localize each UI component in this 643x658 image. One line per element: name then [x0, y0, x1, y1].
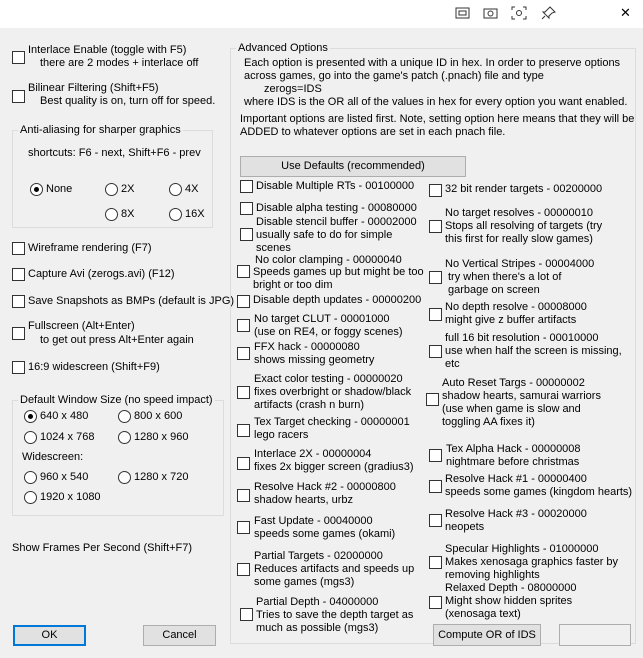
aa-radio-4x[interactable] [169, 183, 182, 196]
capture-checkbox[interactable] [12, 268, 25, 281]
opt-ffx-hack-checkbox[interactable] [237, 347, 250, 360]
opt-no-color-clamping-line2: Speeds games up but might be too [253, 266, 424, 278]
opt-interlace-2x-line1: Interlace 2X - 00000004 [254, 448, 372, 460]
opt-no-target-resolves-checkbox[interactable] [429, 220, 442, 233]
compute-result-field[interactable] [559, 624, 631, 646]
opt-full-16bit-line3: etc [445, 358, 460, 370]
opt-auto-reset-targs-line4: toggling AA fixes it) [442, 416, 535, 428]
opt-no-target-clut-line1: No target CLUT - 00001000 [254, 313, 390, 325]
opt-exact-color-testing-line3: artifacts (crash n burn) [254, 399, 365, 411]
size-label-1920: 1920 x 1080 [40, 491, 101, 503]
aa-label-16x: 16X [185, 208, 205, 220]
opt-auto-reset-targs-line1: Auto Reset Targs - 00000002 [442, 377, 585, 389]
opt-tex-alpha-hack-checkbox[interactable] [429, 449, 442, 462]
opt-ffx-hack-line1: FFX hack - 00000080 [254, 341, 360, 353]
opt-no-color-clamping-line3: bright or too dim [253, 279, 333, 291]
size-radio-800[interactable] [118, 410, 131, 423]
advanced-title: Advanced Options [238, 42, 328, 54]
opt-disable-alpha-testing-checkbox[interactable] [240, 202, 253, 215]
size-radio-960[interactable] [24, 471, 37, 484]
opt-no-vertical-stripes-line3: garbage on screen [448, 284, 540, 296]
opt-disable-stencil-line1: Disable stencil buffer - 00002000 [256, 216, 417, 228]
opt-disable-multiple-rts-label: Disable Multiple RTs - 00100000 [256, 180, 415, 192]
aa-radio-8x[interactable] [105, 208, 118, 221]
opt-interlace-2x-checkbox[interactable] [237, 457, 250, 470]
opt-fast-update-line2: speeds some games (okami) [254, 528, 396, 540]
opt-fast-update-line1: Fast Update - 00040000 [254, 515, 373, 527]
opt-auto-reset-targs-line3: (use when game is slow and [442, 403, 581, 415]
wireframe-checkbox[interactable] [12, 242, 25, 255]
widescreen-sizes-label: Widescreen: [22, 451, 84, 463]
opt-disable-depth-updates-label: Disable depth updates - 00000200 [253, 294, 422, 306]
size-label-960: 960 x 540 [40, 471, 89, 483]
interlace-desc: there are 2 modes + interlace off [40, 57, 199, 69]
aa-label-2x: 2X [121, 183, 135, 195]
opt-exact-color-testing-line2: fixes overbright or shadow/black [254, 386, 412, 398]
opt-fast-update-checkbox[interactable] [237, 521, 250, 534]
size-radio-1920[interactable] [24, 491, 37, 504]
opt-auto-reset-targs-line2: shadow hearts, samurai warriors [442, 390, 601, 402]
opt-32bit-render-label: 32 bit render targets - 00200000 [445, 183, 603, 195]
opt-specular-highlights-checkbox[interactable] [429, 556, 442, 569]
opt-no-color-clamping-checkbox[interactable] [237, 265, 250, 278]
size-label-1024: 1024 x 768 [40, 431, 95, 443]
opt-disable-stencil-line3: scenes [256, 242, 291, 254]
use-defaults-button[interactable]: Use Defaults (recommended) [240, 156, 466, 177]
opt-partial-depth-line2: Tries to save the depth target as [256, 609, 414, 621]
window-size-title: Default Window Size (no speed impact) [20, 394, 213, 406]
opt-partial-targets-line3: some games (mgs3) [254, 576, 355, 588]
widescreen-label: 16:9 widescreen (Shift+F9) [28, 361, 160, 373]
interlace-label: Interlace Enable (toggle with F5) [28, 44, 187, 56]
opt-no-vertical-stripes-checkbox[interactable] [429, 271, 442, 284]
opt-tex-target-checking-line2: lego racers [254, 429, 309, 441]
opt-32bit-render-checkbox[interactable] [429, 184, 442, 197]
opt-resolve-hack-3-line2: neopets [445, 521, 485, 533]
snapshots-checkbox[interactable] [12, 295, 25, 308]
advanced-intro-2: across games, go into the game's patch (.pnach) file and type [244, 70, 544, 82]
opt-specular-highlights-line1: Specular Highlights - 01000000 [445, 543, 599, 555]
size-label-1280x960: 1280 x 960 [134, 431, 189, 443]
opt-relaxed-depth-line3: (xenosaga text) [445, 608, 521, 620]
fps-label: Show Frames Per Second (Shift+F7) [12, 542, 193, 554]
opt-specular-highlights-line2: Makes xenosaga graphics faster by [445, 556, 619, 568]
opt-specular-highlights-line3: removing highlights [445, 569, 540, 581]
compute-or-button[interactable]: Compute OR of IDS [433, 624, 541, 646]
opt-auto-reset-targs-checkbox[interactable] [426, 393, 439, 406]
aa-shortcuts: shortcuts: F6 - next, Shift+F6 - prev [28, 147, 201, 159]
ok-button[interactable]: OK [13, 625, 86, 646]
opt-resolve-hack-2-line2: shadow hearts, urbz [254, 494, 354, 506]
opt-partial-targets-line2: Reduces artifacts and speeds up [254, 563, 415, 575]
interlace-checkbox[interactable] [12, 51, 25, 64]
size-label-1280x720: 1280 x 720 [134, 471, 189, 483]
opt-no-depth-resolve-line1: No depth resolve - 00008000 [445, 301, 587, 313]
fullscreen-checkbox[interactable] [12, 327, 25, 340]
opt-interlace-2x-line2: fixes 2x bigger screen (gradius3) [254, 461, 414, 473]
opt-resolve-hack-1-line1: Resolve Hack #1 - 00000400 [445, 473, 587, 485]
opt-resolve-hack-2-checkbox[interactable] [237, 489, 250, 502]
opt-tex-target-checking-checkbox[interactable] [237, 424, 250, 437]
size-radio-1280x720[interactable] [118, 471, 131, 484]
advanced-intro-3: zerogs=IDS [264, 83, 322, 95]
opt-full-16bit-line2: use when half the screen is missing, [445, 345, 622, 357]
fullscreen-label: Fullscreen (Alt+Enter) [28, 320, 135, 332]
opt-no-vertical-stripes-line1: No Vertical Stripes - 00004000 [445, 258, 595, 270]
opt-full-16bit-checkbox[interactable] [429, 345, 442, 358]
aa-radio-2x[interactable] [105, 183, 118, 196]
opt-resolve-hack-2-line1: Resolve Hack #2 - 00000800 [254, 481, 396, 493]
advanced-intro-4: where IDS is the OR all of the values in hex for every option you want enabled. [244, 96, 628, 108]
close-icon[interactable]: ✕ [620, 5, 631, 20]
opt-partial-targets-checkbox[interactable] [237, 563, 250, 576]
window-icon[interactable] [455, 6, 471, 20]
capture-label: Capture Avi (zerogs.avi) (F12) [28, 268, 175, 280]
opt-partial-depth-line1: Partial Depth - 04000000 [256, 596, 379, 608]
fullscreen-desc: to get out press Alt+Enter again [40, 334, 194, 346]
advanced-intro-5: Important options are listed first. Note, setting option here means that they will be [240, 113, 635, 125]
advanced-intro-1: Each option is presented with a unique ID in hex. In order to preserve options [244, 57, 621, 69]
size-label-800: 800 x 600 [134, 410, 183, 422]
cancel-button[interactable]: Cancel [143, 625, 216, 646]
aa-label-none: None [46, 183, 73, 195]
opt-relaxed-depth-line2: Might show hidden sprites [445, 595, 573, 607]
pin-icon[interactable] [541, 6, 557, 20]
opt-exact-color-testing-checkbox[interactable] [237, 386, 250, 399]
opt-no-target-resolves-line2: Stops all resolving of targets (try [445, 220, 603, 232]
wireframe-label: Wireframe rendering (F7) [28, 242, 152, 254]
opt-relaxed-depth-checkbox[interactable] [429, 596, 442, 609]
opt-no-target-clut-checkbox[interactable] [237, 319, 250, 332]
size-radio-1280x960[interactable] [118, 431, 131, 444]
opt-tex-alpha-hack-line1: Tex Alpha Hack - 00000008 [446, 443, 581, 455]
opt-ffx-hack-line2: shows missing geometry [254, 354, 375, 366]
bilinear-desc: Best quality is on, turn off for speed. [40, 95, 216, 107]
opt-disable-multiple-rts-checkbox[interactable] [240, 180, 253, 193]
opt-no-color-clamping-line1: No color clamping - 00000040 [255, 254, 402, 266]
aa-label-8x: 8X [121, 208, 135, 220]
opt-resolve-hack-3-checkbox[interactable] [429, 514, 442, 527]
opt-partial-targets-line1: Partial Targets - 02000000 [254, 550, 383, 562]
size-radio-1024[interactable] [24, 431, 37, 444]
opt-tex-target-checking-line1: Tex Target checking - 00000001 [254, 416, 410, 428]
opt-disable-alpha-testing-label: Disable alpha testing - 00080000 [256, 202, 417, 214]
bilinear-label: Bilinear Filtering (Shift+F5) [28, 82, 159, 94]
aa-radio-none[interactable] [30, 183, 43, 196]
aa-radio-16x[interactable] [169, 208, 182, 221]
opt-tex-alpha-hack-line2: nightmare before christmas [446, 456, 580, 468]
opt-no-target-clut-line2: (use on RE4, or foggy scenes) [254, 326, 403, 338]
opt-relaxed-depth-line1: Relaxed Depth - 08000000 [445, 582, 577, 594]
aa-group-title: Anti-aliasing for sharper graphics [20, 124, 181, 136]
opt-no-depth-resolve-checkbox[interactable] [429, 308, 442, 321]
opt-disable-depth-updates-checkbox[interactable] [237, 295, 250, 308]
opt-resolve-hack-1-checkbox[interactable] [429, 480, 442, 493]
opt-disable-stencil-line2: usually safe to do for simple [256, 229, 393, 241]
bilinear-checkbox[interactable] [12, 90, 25, 103]
aa-label-4x: 4X [185, 183, 199, 195]
opt-no-vertical-stripes-line2: try when there's a lot of [448, 271, 562, 283]
opt-disable-stencil-checkbox[interactable] [240, 228, 253, 241]
opt-exact-color-testing-line1: Exact color testing - 00000020 [254, 373, 403, 385]
widescreen-checkbox[interactable] [12, 361, 25, 374]
opt-resolve-hack-1-line2: speeds some games (kingdom hearts) [445, 486, 633, 498]
opt-resolve-hack-3-line1: Resolve Hack #3 - 00020000 [445, 508, 587, 520]
opt-no-target-resolves-line3: this first for really slow games) [445, 233, 593, 245]
opt-no-depth-resolve-line2: might give z buffer artifacts [445, 314, 577, 326]
size-label-640: 640 x 480 [40, 410, 89, 422]
camera-icon[interactable] [483, 6, 499, 20]
snapshots-label: Save Snapshots as BMPs (default is JPG) [28, 295, 235, 307]
advanced-intro-6: ADDED to whatever options are set in each pnach file. [240, 126, 506, 138]
opt-partial-depth-line3: much as possible (mgs3) [256, 622, 379, 634]
screenshot-icon[interactable] [511, 6, 527, 20]
opt-full-16bit-line1: full 16 bit resolution - 00010000 [445, 332, 599, 344]
opt-no-target-resolves-line1: No target resolves - 00000010 [445, 207, 593, 219]
size-radio-640[interactable] [24, 410, 37, 423]
opt-partial-depth-checkbox[interactable] [240, 608, 253, 621]
